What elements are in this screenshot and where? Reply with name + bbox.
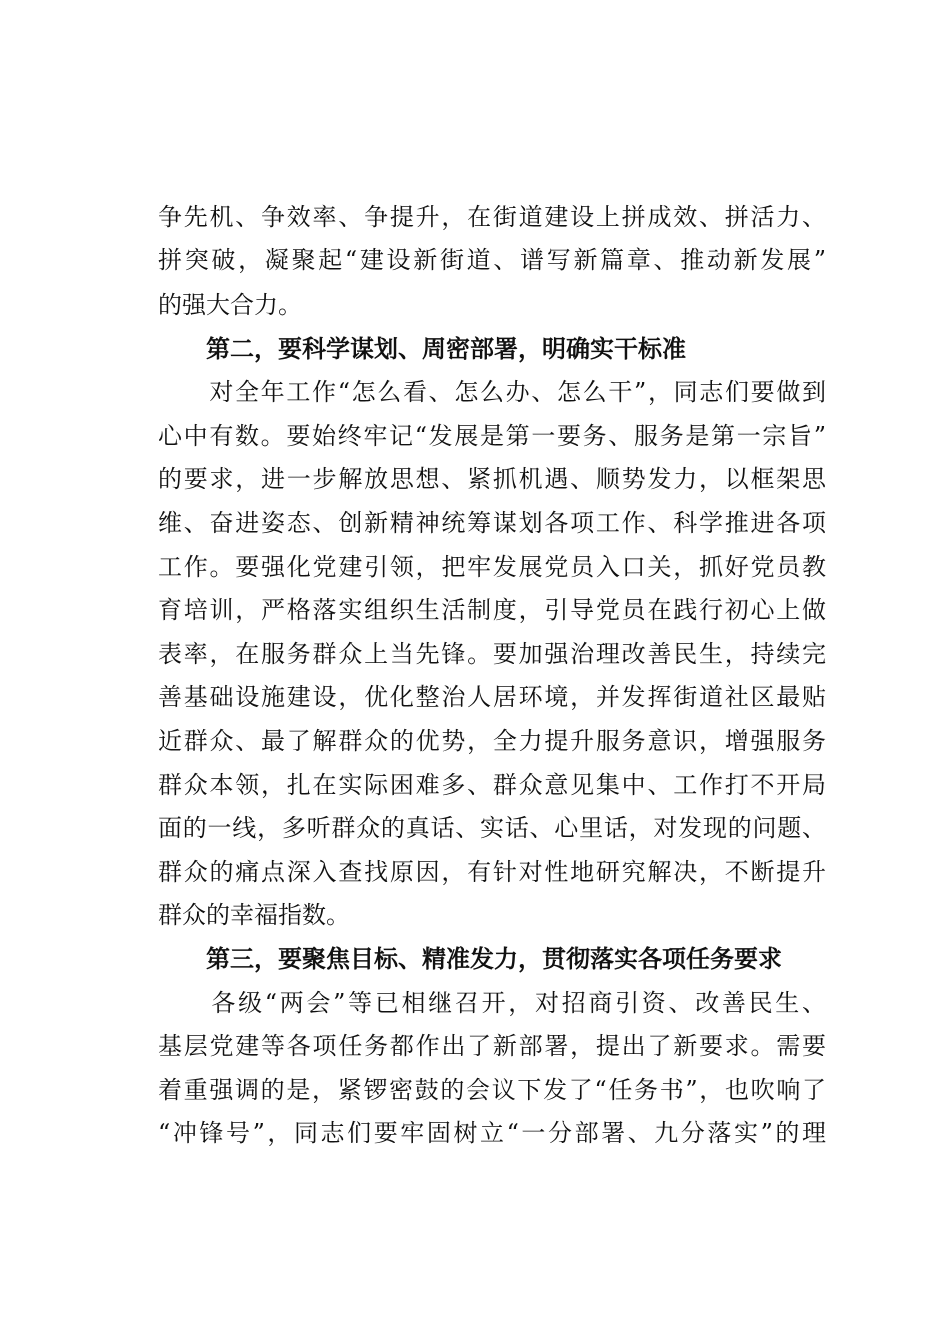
body-text-line: 拼突破，凝聚起“建设新街道、谱写新篇章、推动新发展” xyxy=(158,246,826,274)
body-text-line: 育培训，严格落实组织生活制度，引导党员在践行初心上做 xyxy=(158,596,826,624)
body-text-line: 的强大合力。 xyxy=(158,291,302,319)
body-text-line: 工作。要强化党建引领，把牢发展党员入口关，抓好党员教 xyxy=(158,553,826,581)
body-text-line: 表率，在服务群众上当先锋。要加强治理改善民生，持续完 xyxy=(158,640,826,668)
body-text-line: 对全年工作“怎么看、怎么办、怎么干”，同志们要做到 xyxy=(158,378,826,406)
body-text-line: 着重强调的是，紧锣密鼓的会议下发了“任务书”，也吹响了 xyxy=(158,1076,826,1104)
body-text-line: 争先机、争效率、争提升，在街道建设上拼成效、拼活力、 xyxy=(158,203,826,231)
section-heading: 第二，要科学谋划、周密部署，明确实干标准 xyxy=(206,335,686,363)
body-text-line: 面的一线，多听群众的真话、实话、心里话，对发现的问题、 xyxy=(158,814,826,842)
body-text-line: 群众本领，扎在实际困难多、群众意见集中、工作打不开局 xyxy=(158,771,826,799)
body-text-line: 的要求，进一步解放思想、紧抓机遇、顺势发力，以框架思 xyxy=(158,465,826,493)
body-text-line: 近群众、最了解群众的优势，全力提升服务意识，增强服务 xyxy=(158,727,826,755)
body-text-line: “冲锋号”，同志们要牢固树立“一分部署、九分落实”的理 xyxy=(158,1119,826,1147)
body-text-line: 心中有数。要始终牢记“发展是第一要务、服务是第一宗旨” xyxy=(158,422,826,450)
body-text-line: 善基础设施建设，优化整治人居环境，并发挥街道社区最贴 xyxy=(158,683,826,711)
body-text-line: 维、奋进姿态、创新精神统筹谋划各项工作、科学推进各项 xyxy=(158,509,826,537)
body-text-line: 群众的幸福指数。 xyxy=(158,901,350,929)
body-text-line: 群众的痛点深入查找原因，有针对性地研究解决，不断提升 xyxy=(158,858,826,886)
body-text-line: 基层党建等各项任务都作出了新部署，提出了新要求。需要 xyxy=(158,1032,826,1060)
section-heading: 第三，要聚焦目标、精准发力，贯彻落实各项任务要求 xyxy=(206,945,782,973)
body-text-line: 各级“两会”等已相继召开，对招商引资、改善民生、 xyxy=(158,989,826,1017)
